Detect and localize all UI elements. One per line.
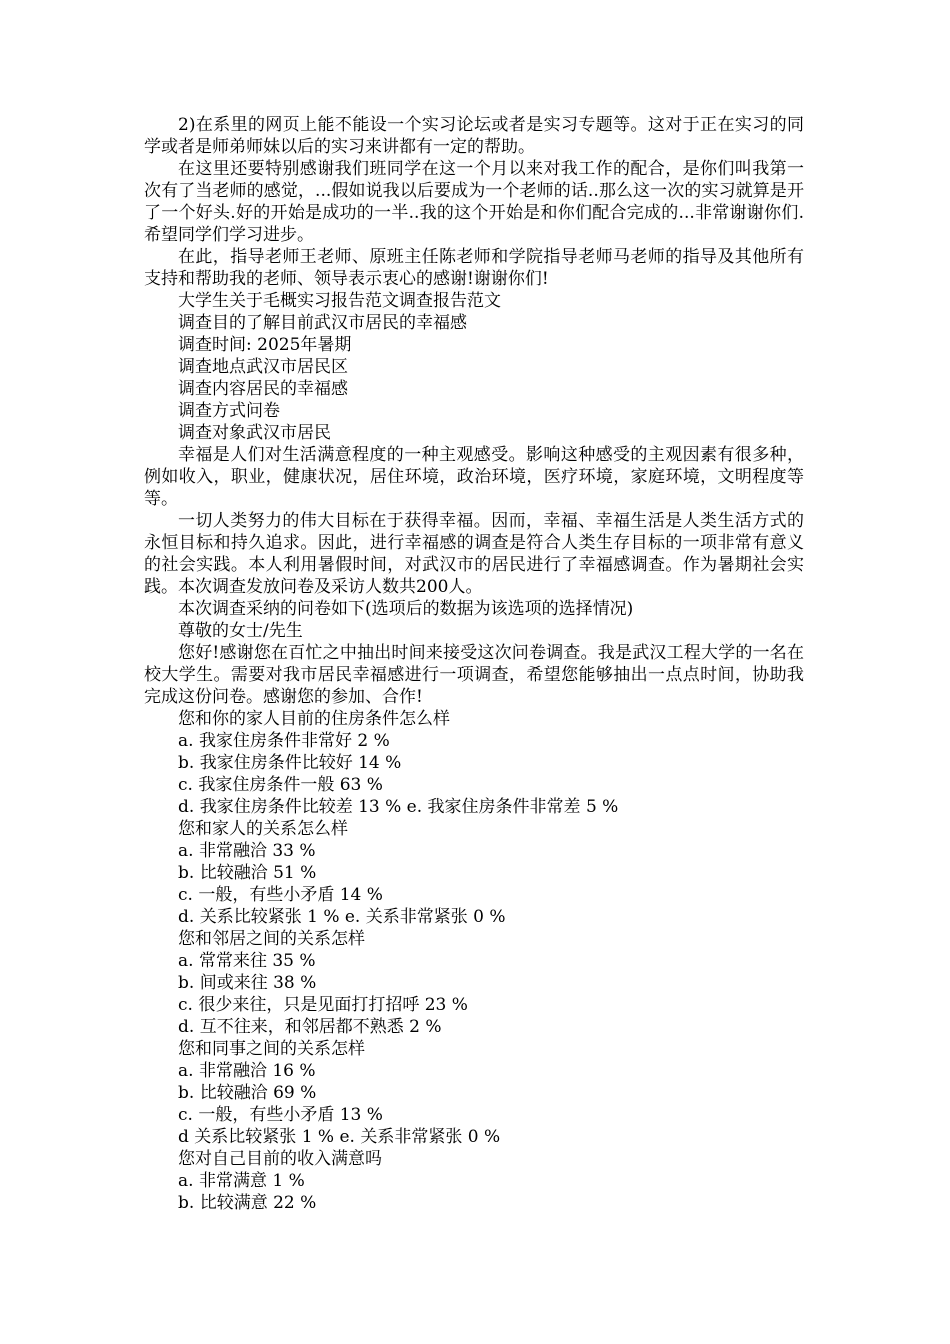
answer-option: c. 我家住房条件一般 63 %: [178, 775, 383, 795]
answer-option: a. 非常融洽 33 %: [178, 841, 316, 861]
answer-option: d. 我家住房条件比较差 13 % e. 我家住房条件非常差 5 %: [178, 797, 619, 817]
question: 您和家人的关系怎么样: [178, 819, 348, 839]
answer-option: a. 我家住房条件非常好 2 %: [178, 731, 390, 751]
paragraph: 幸福是人们对生活满意程度的一种主观感受。影响这种感受的主观因素有很多种，例如收入，职业，健康状况，居住环境，政治环境，医疗环境，家庭环境，文明程度等等。: [144, 445, 804, 509]
paragraph: 2)在系里的网页上能不能设一个实习论坛或者是实习专题等。这对于正在实习的同学或者是师弟师妹以后的实习来讲都有一定的帮助。: [144, 115, 804, 157]
answer-option: a. 非常满意 1 %: [178, 1171, 305, 1191]
answer-option: a. 常常来往 35 %: [178, 951, 316, 971]
answer-option: b. 我家住房条件比较好 14 %: [178, 753, 402, 773]
answer-option: d. 互不往来，和邻居都不熟悉 2 %: [178, 1017, 442, 1037]
report-title: 大学生关于毛概实习报告范文调查报告范文: [178, 291, 501, 311]
survey-method: 调查方式问卷: [178, 401, 280, 421]
question: 您和同事之间的关系怎样: [178, 1039, 365, 1059]
survey-location: 调查地点武汉市居民区: [178, 357, 348, 377]
paragraph: 您好!感谢您在百忙之中抽出时间来接受这次问卷调查。我是武汉工程大学的一名在校大学生。需要对我市居民幸福感进行一项调查，希望您能够抽出一点点时间，协助我完成这份问卷。感谢您的参加、合作!: [144, 643, 804, 707]
question: 您对自己目前的收入满意吗: [178, 1149, 382, 1169]
answer-option: d 关系比较紧张 1 % e. 关系非常紧张 0 %: [178, 1127, 501, 1147]
paragraph: 本次调查采纳的问卷如下(选项后的数据为该选项的选择情况): [178, 599, 634, 619]
paragraph: 在此，指导老师王老师、原班主任陈老师和学院指导老师马老师的指导及其他所有支持和帮助我的老师、领导表示衷心的感谢!谢谢你们!: [144, 247, 804, 289]
answer-option: c. 一般，有些小矛盾 13 %: [178, 1105, 383, 1125]
paragraph: 在这里还要特别感谢我们班同学在这一个月以来对我工作的配合，是你们叫我第一次有了当老师的感觉，...假如说我以后要成为一个老师的话..那么这一次的实习就算是开了一个好头.好的开始是成功的一半..我的这个开始是和你们配合完成的...非常谢谢你们.希望同学们学习进步。: [144, 159, 804, 245]
answer-option: d. 关系比较紧张 1 % e. 关系非常紧张 0 %: [178, 907, 506, 927]
answer-option: b. 比较融洽 51 %: [178, 863, 317, 883]
answer-option: c. 很少来往，只是见面打打招呼 23 %: [178, 995, 468, 1015]
answer-option: c. 一般，有些小矛盾 14 %: [178, 885, 383, 905]
answer-option: a. 非常融洽 16 %: [178, 1061, 316, 1081]
document-body: [144, 114, 804, 1214]
answer-option: b. 间或来往 38 %: [178, 973, 317, 993]
answer-option: b. 比较融洽 69 %: [178, 1083, 317, 1103]
survey-subjects: 调查对象武汉市居民: [178, 423, 331, 443]
survey-time: 调查时间: 2025年暑期: [178, 335, 352, 355]
salutation: 尊敬的女士/先生: [178, 621, 303, 641]
question: 您和你的家人目前的住房条件怎么样: [178, 709, 450, 729]
survey-purpose: 调查目的了解目前武汉市居民的幸福感: [178, 313, 467, 333]
survey-content: 调查内容居民的幸福感: [178, 379, 348, 399]
paragraph: 一切人类努力的伟大目标在于获得幸福。因而，幸福、幸福生活是人类生活方式的永恒目标和持久追求。因此，进行幸福感的调查是符合人类生存目标的一项非常有意义的社会实践。本人利用暑假时间，对武汉市的居民进行了幸福感调查。作为暑期社会实践。本次调查发放问卷及采访人数共200人。: [144, 511, 804, 597]
question: 您和邻居之间的关系怎样: [178, 929, 365, 949]
answer-option: b. 比较满意 22 %: [178, 1193, 317, 1213]
